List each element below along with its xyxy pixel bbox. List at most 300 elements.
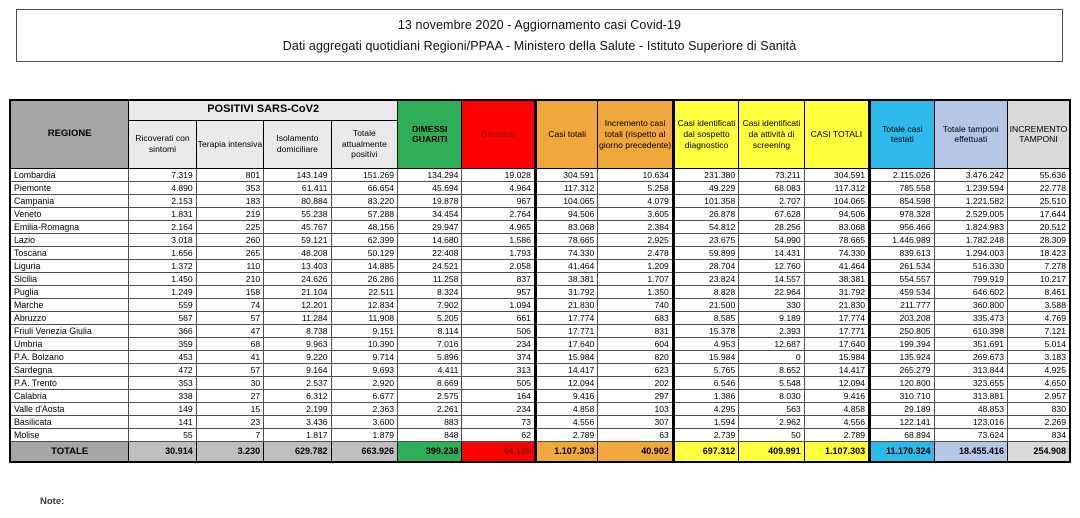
cell: 1.831	[129, 207, 196, 220]
cell: 1.817	[264, 428, 331, 441]
column-group-positivi: POSITIVI SARS-CoV2	[129, 100, 398, 120]
region-name: Toscana	[10, 246, 129, 259]
cell: 17.771	[535, 324, 597, 337]
cell: 9.416	[804, 389, 869, 402]
cell: 61.411	[264, 181, 331, 194]
cell: 83.068	[804, 220, 869, 233]
cell: 2.962	[739, 415, 804, 428]
table-body	[10, 168, 1070, 462]
column-header-ricoverati: Ricoverati con sintomi	[129, 120, 196, 168]
cell: 2.393	[739, 324, 804, 337]
cell: 28.309	[1007, 233, 1070, 246]
report-title: 13 novembre 2020 - Aggiornamento casi Covid-19	[397, 17, 682, 32]
cell: 15.984	[673, 350, 738, 363]
cell: 3.436	[264, 415, 331, 428]
cell: 57	[196, 311, 263, 324]
cell: 14.417	[804, 363, 869, 376]
cell: 330	[739, 298, 804, 311]
cell: 335.473	[934, 311, 1007, 324]
cell: 94.506	[535, 207, 597, 220]
cell: 472	[129, 363, 196, 376]
cell: 3.588	[1007, 298, 1070, 311]
cell: 5.205	[398, 311, 462, 324]
total-row	[10, 441, 1070, 462]
cell: 55.636	[1007, 168, 1070, 181]
cell: 120.800	[870, 376, 934, 389]
cell: 799.919	[934, 272, 1007, 285]
cell: 48.208	[264, 246, 331, 259]
cell: 66.654	[331, 181, 397, 194]
table-row	[10, 415, 1070, 428]
cell: 231.380	[673, 168, 738, 181]
cell: 80.884	[264, 194, 331, 207]
cell: 26.878	[673, 207, 738, 220]
table-row	[10, 259, 1070, 272]
cell: 4.650	[1007, 376, 1070, 389]
cell: 21.830	[535, 298, 597, 311]
table-row	[10, 311, 1070, 324]
cell: 24.521	[398, 259, 462, 272]
cell: 506	[462, 324, 535, 337]
cell: 59.121	[264, 233, 331, 246]
cell: 801	[196, 168, 263, 181]
cell: 151.269	[331, 168, 397, 181]
cell: 23.675	[673, 233, 738, 246]
cell: 854.598	[870, 194, 934, 207]
cell: 11.258	[398, 272, 462, 285]
cell: 10.390	[331, 337, 397, 350]
cell: 47	[196, 324, 263, 337]
cell: 7.121	[1007, 324, 1070, 337]
cell: 304.591	[804, 168, 869, 181]
cell: 199.394	[870, 337, 934, 350]
cell: 29.947	[398, 220, 462, 233]
cell: 134.294	[398, 168, 462, 181]
cell: 11.908	[331, 311, 397, 324]
cell: 74.330	[535, 246, 597, 259]
region-name: Marche	[10, 298, 129, 311]
cell: 49.229	[673, 181, 738, 194]
cell: 17.774	[535, 311, 597, 324]
cell: 141	[129, 415, 196, 428]
total-cell: 11.170.324	[870, 441, 934, 462]
cell: 1.294.003	[934, 246, 1007, 259]
cell: 9.714	[331, 350, 397, 363]
cell: 1.446.989	[870, 233, 934, 246]
cell: 55	[129, 428, 196, 441]
cell: 265	[196, 246, 263, 259]
cell: 9.693	[331, 363, 397, 376]
cell: 55.238	[264, 207, 331, 220]
cell: 17.644	[1007, 207, 1070, 220]
cell: 83.068	[535, 220, 597, 233]
total-cell: 663.926	[331, 441, 397, 462]
region-name: Sicilia	[10, 272, 129, 285]
cell: 234	[462, 337, 535, 350]
cell: 9.189	[739, 311, 804, 324]
cell: 2.920	[331, 376, 397, 389]
column-header-incremento-casi: Incremento casi totali (rispetto al giorno precedente)	[598, 100, 673, 168]
cell: 41.464	[804, 259, 869, 272]
cell: 834	[1007, 428, 1070, 441]
column-header-deceduti: Deceduti	[462, 100, 535, 168]
total-label: TOTALE	[10, 441, 129, 462]
region-name: Veneto	[10, 207, 129, 220]
cell: 3.605	[598, 207, 673, 220]
cell: 2.957	[1007, 389, 1070, 402]
cell: 7.902	[398, 298, 462, 311]
cell: 203.208	[870, 311, 934, 324]
cell: 967	[462, 194, 535, 207]
cell: 0	[739, 350, 804, 363]
cell: 261.534	[870, 259, 934, 272]
cell: 45.767	[264, 220, 331, 233]
cell: 12.834	[331, 298, 397, 311]
column-header-casi-sospetto-diagnostico: Casi identificati dal sospetto diagnostico	[673, 100, 738, 168]
cell: 310.710	[870, 389, 934, 402]
total-cell: 409.991	[739, 441, 804, 462]
cell: 8.114	[398, 324, 462, 337]
cell: 2.789	[804, 428, 869, 441]
cell: 219	[196, 207, 263, 220]
cell: 4.556	[804, 415, 869, 428]
column-header-casi-screening: Casi identificati da attività di screening	[739, 100, 804, 168]
cell: 831	[598, 324, 673, 337]
cell: 740	[598, 298, 673, 311]
cell: 122.141	[870, 415, 934, 428]
cell: 1.824.983	[934, 220, 1007, 233]
report-subtitle: Dati aggregati quotidiani Regioni/PPAA - Ministero della Salute - Istituto Superiore di Sanità	[282, 39, 797, 54]
table-row	[10, 233, 1070, 246]
total-cell: 3.230	[196, 441, 263, 462]
cell: 505	[462, 376, 535, 389]
column-header-totale-casi-testati: Totale casi testati	[870, 100, 934, 168]
cell: 12.201	[264, 298, 331, 311]
cell: 59.899	[673, 246, 738, 259]
cell: 7.278	[1007, 259, 1070, 272]
cell: 360.800	[934, 298, 1007, 311]
cell: 123.016	[934, 415, 1007, 428]
cell: 7.319	[129, 168, 196, 181]
region-name: Friuli Venezia Giulia	[10, 324, 129, 337]
cell: 19.878	[398, 194, 462, 207]
cell: 563	[739, 402, 804, 415]
cell: 1.221.582	[934, 194, 1007, 207]
cell: 8.652	[739, 363, 804, 376]
cell: 63	[598, 428, 673, 441]
region-name: Liguria	[10, 259, 129, 272]
cell: 38.381	[535, 272, 597, 285]
cell: 164	[462, 389, 535, 402]
cell: 14.680	[398, 233, 462, 246]
cell: 54.990	[739, 233, 804, 246]
table-header	[10, 100, 1070, 168]
cell: 8.585	[673, 311, 738, 324]
cell: 8.669	[398, 376, 462, 389]
table-row	[10, 402, 1070, 415]
cell: 3.183	[1007, 350, 1070, 363]
cell: 2.363	[331, 402, 397, 415]
column-header-casi-totali-caps: CASI TOTALI	[804, 100, 869, 168]
cell: 117.312	[535, 181, 597, 194]
cell: 839.613	[870, 246, 934, 259]
table-row	[10, 324, 1070, 337]
cell: 149	[129, 402, 196, 415]
cell: 20.512	[1007, 220, 1070, 233]
cell: 211.777	[870, 298, 934, 311]
cell: 978.328	[870, 207, 934, 220]
table-row	[10, 181, 1070, 194]
cell: 4.079	[598, 194, 673, 207]
region-name: Basilicata	[10, 415, 129, 428]
table-row	[10, 285, 1070, 298]
cell: 8.738	[264, 324, 331, 337]
cell: 135.924	[870, 350, 934, 363]
cell: 338	[129, 389, 196, 402]
cell: 313.844	[934, 363, 1007, 376]
table-row	[10, 194, 1070, 207]
cell: 956.466	[870, 220, 934, 233]
cell: 83.220	[331, 194, 397, 207]
cell: 68	[196, 337, 263, 350]
cell: 1.209	[598, 259, 673, 272]
table-row	[10, 220, 1070, 233]
cell: 2.199	[264, 402, 331, 415]
cell: 31.792	[804, 285, 869, 298]
cell: 313	[462, 363, 535, 376]
cell: 14.417	[535, 363, 597, 376]
cell: 313.881	[934, 389, 1007, 402]
cell: 604	[598, 337, 673, 350]
table-row	[10, 337, 1070, 350]
cell: 23.824	[673, 272, 738, 285]
cell: 4.890	[129, 181, 196, 194]
cell: 250.805	[870, 324, 934, 337]
cell: 374	[462, 350, 535, 363]
cell: 29.189	[870, 402, 934, 415]
cell: 18.423	[1007, 246, 1070, 259]
cell: 21.830	[804, 298, 869, 311]
cell: 8.461	[1007, 285, 1070, 298]
cell: 830	[1007, 402, 1070, 415]
total-cell: 629.782	[264, 441, 331, 462]
total-cell: 254.908	[1007, 441, 1070, 462]
cell: 9.963	[264, 337, 331, 350]
table-row	[10, 272, 1070, 285]
cell: 4.411	[398, 363, 462, 376]
cell: 2.384	[598, 220, 673, 233]
cell: 14.885	[331, 259, 397, 272]
cell: 48.853	[934, 402, 1007, 415]
column-header-totale-positivi: Totale attualmente positivi	[331, 120, 397, 168]
cell: 8.828	[673, 285, 738, 298]
cell: 17.771	[804, 324, 869, 337]
cell: 1.793	[462, 246, 535, 259]
cell: 1.249	[129, 285, 196, 298]
cell: 21.104	[264, 285, 331, 298]
table-row	[10, 363, 1070, 376]
cell: 22.778	[1007, 181, 1070, 194]
cell: 820	[598, 350, 673, 363]
cell: 516.330	[934, 259, 1007, 272]
column-header-regione: REGIONE	[10, 100, 129, 168]
cell: 5.896	[398, 350, 462, 363]
cell: 1.372	[129, 259, 196, 272]
region-name: Puglia	[10, 285, 129, 298]
cell: 183	[196, 194, 263, 207]
cell: 101.358	[673, 194, 738, 207]
cell: 4.925	[1007, 363, 1070, 376]
cell: 883	[398, 415, 462, 428]
table-row	[10, 376, 1070, 389]
cell: 559	[129, 298, 196, 311]
cell: 1.239.594	[934, 181, 1007, 194]
cell: 2.269	[1007, 415, 1070, 428]
cell: 265.279	[870, 363, 934, 376]
cell: 2.707	[739, 194, 804, 207]
cell: 22.511	[331, 285, 397, 298]
cell: 78.665	[535, 233, 597, 246]
cell: 28.704	[673, 259, 738, 272]
region-name: Sardegna	[10, 363, 129, 376]
region-name: P.A. Trento	[10, 376, 129, 389]
cell: 21.500	[673, 298, 738, 311]
cell: 15	[196, 402, 263, 415]
cell: 7	[196, 428, 263, 441]
covid-data-table	[9, 99, 1071, 463]
cell: 234	[462, 402, 535, 415]
cell: 67.628	[739, 207, 804, 220]
cell: 6.546	[673, 376, 738, 389]
column-header-casi-totali: Casi totali	[535, 100, 597, 168]
cell: 9.220	[264, 350, 331, 363]
cell: 54.812	[673, 220, 738, 233]
region-name: Calabria	[10, 389, 129, 402]
cell: 2.529.005	[934, 207, 1007, 220]
column-header-incremento-tamponi: INCREMENTO TAMPONI	[1007, 100, 1070, 168]
cell: 23	[196, 415, 263, 428]
cell: 4.953	[673, 337, 738, 350]
cell: 459.534	[870, 285, 934, 298]
cell: 5.258	[598, 181, 673, 194]
cell: 117.312	[804, 181, 869, 194]
cell: 307	[598, 415, 673, 428]
cell: 304.591	[535, 168, 597, 181]
report-title-box	[16, 9, 1063, 62]
column-header-dimessi-guariti: DIMESSI GUARITI	[398, 100, 462, 168]
table-row	[10, 428, 1070, 441]
cell: 2.153	[129, 194, 196, 207]
cell: 73	[462, 415, 535, 428]
total-cell: 399.238	[398, 441, 462, 462]
column-header-totale-tamponi: Totale tamponi effettuati	[934, 100, 1007, 168]
cell: 8.030	[739, 389, 804, 402]
total-cell: 1.107.303	[535, 441, 597, 462]
cell: 158	[196, 285, 263, 298]
total-cell: 40.902	[598, 441, 673, 462]
cell: 25.510	[1007, 194, 1070, 207]
cell: 6.312	[264, 389, 331, 402]
cell: 1.594	[673, 415, 738, 428]
cell: 50	[739, 428, 804, 441]
cell: 646.602	[934, 285, 1007, 298]
cell: 661	[462, 311, 535, 324]
region-name: Campania	[10, 194, 129, 207]
cell: 103	[598, 402, 673, 415]
region-name: Valle d'Aosta	[10, 402, 129, 415]
table-row	[10, 168, 1070, 181]
table-row	[10, 246, 1070, 259]
cell: 683	[598, 311, 673, 324]
cell: 4.295	[673, 402, 738, 415]
cell: 2.925	[598, 233, 673, 246]
cell: 57.288	[331, 207, 397, 220]
cell: 2.764	[462, 207, 535, 220]
cell: 1.450	[129, 272, 196, 285]
cell: 8.324	[398, 285, 462, 298]
cell: 567	[129, 311, 196, 324]
table-row	[10, 298, 1070, 311]
cell: 1.707	[598, 272, 673, 285]
cell: 73.624	[934, 428, 1007, 441]
cell: 2.789	[535, 428, 597, 441]
cell: 12.687	[739, 337, 804, 350]
cell: 48.156	[331, 220, 397, 233]
cell: 3.018	[129, 233, 196, 246]
cell: 9.151	[331, 324, 397, 337]
cell: 50.129	[331, 246, 397, 259]
cell: 78.665	[804, 233, 869, 246]
cell: 26.286	[331, 272, 397, 285]
cell: 28.256	[739, 220, 804, 233]
cell: 3.600	[331, 415, 397, 428]
cell: 1.656	[129, 246, 196, 259]
cell: 353	[129, 376, 196, 389]
cell: 4.858	[804, 402, 869, 415]
cell: 4.964	[462, 181, 535, 194]
cell: 10.217	[1007, 272, 1070, 285]
cell: 41	[196, 350, 263, 363]
region-name: Lazio	[10, 233, 129, 246]
cell: 74.330	[804, 246, 869, 259]
cell: 2.478	[598, 246, 673, 259]
cell: 5.014	[1007, 337, 1070, 350]
cell: 351.691	[934, 337, 1007, 350]
cell: 34.454	[398, 207, 462, 220]
cell: 10.634	[598, 168, 673, 181]
cell: 554.557	[870, 272, 934, 285]
cell: 14.557	[739, 272, 804, 285]
cell: 1.094	[462, 298, 535, 311]
total-cell: 1.107.303	[804, 441, 869, 462]
cell: 68.083	[739, 181, 804, 194]
cell: 94.506	[804, 207, 869, 220]
region-name: Lombardia	[10, 168, 129, 181]
cell: 366	[129, 324, 196, 337]
cell: 22.408	[398, 246, 462, 259]
cell: 15.378	[673, 324, 738, 337]
cell: 323.655	[934, 376, 1007, 389]
cell: 4.769	[1007, 311, 1070, 324]
cell: 17.640	[804, 337, 869, 350]
cell: 9.416	[535, 389, 597, 402]
cell: 104.065	[804, 194, 869, 207]
cell: 74	[196, 298, 263, 311]
cell: 45.694	[398, 181, 462, 194]
cell: 31.792	[535, 285, 597, 298]
cell: 62.399	[331, 233, 397, 246]
cell: 13.403	[264, 259, 331, 272]
